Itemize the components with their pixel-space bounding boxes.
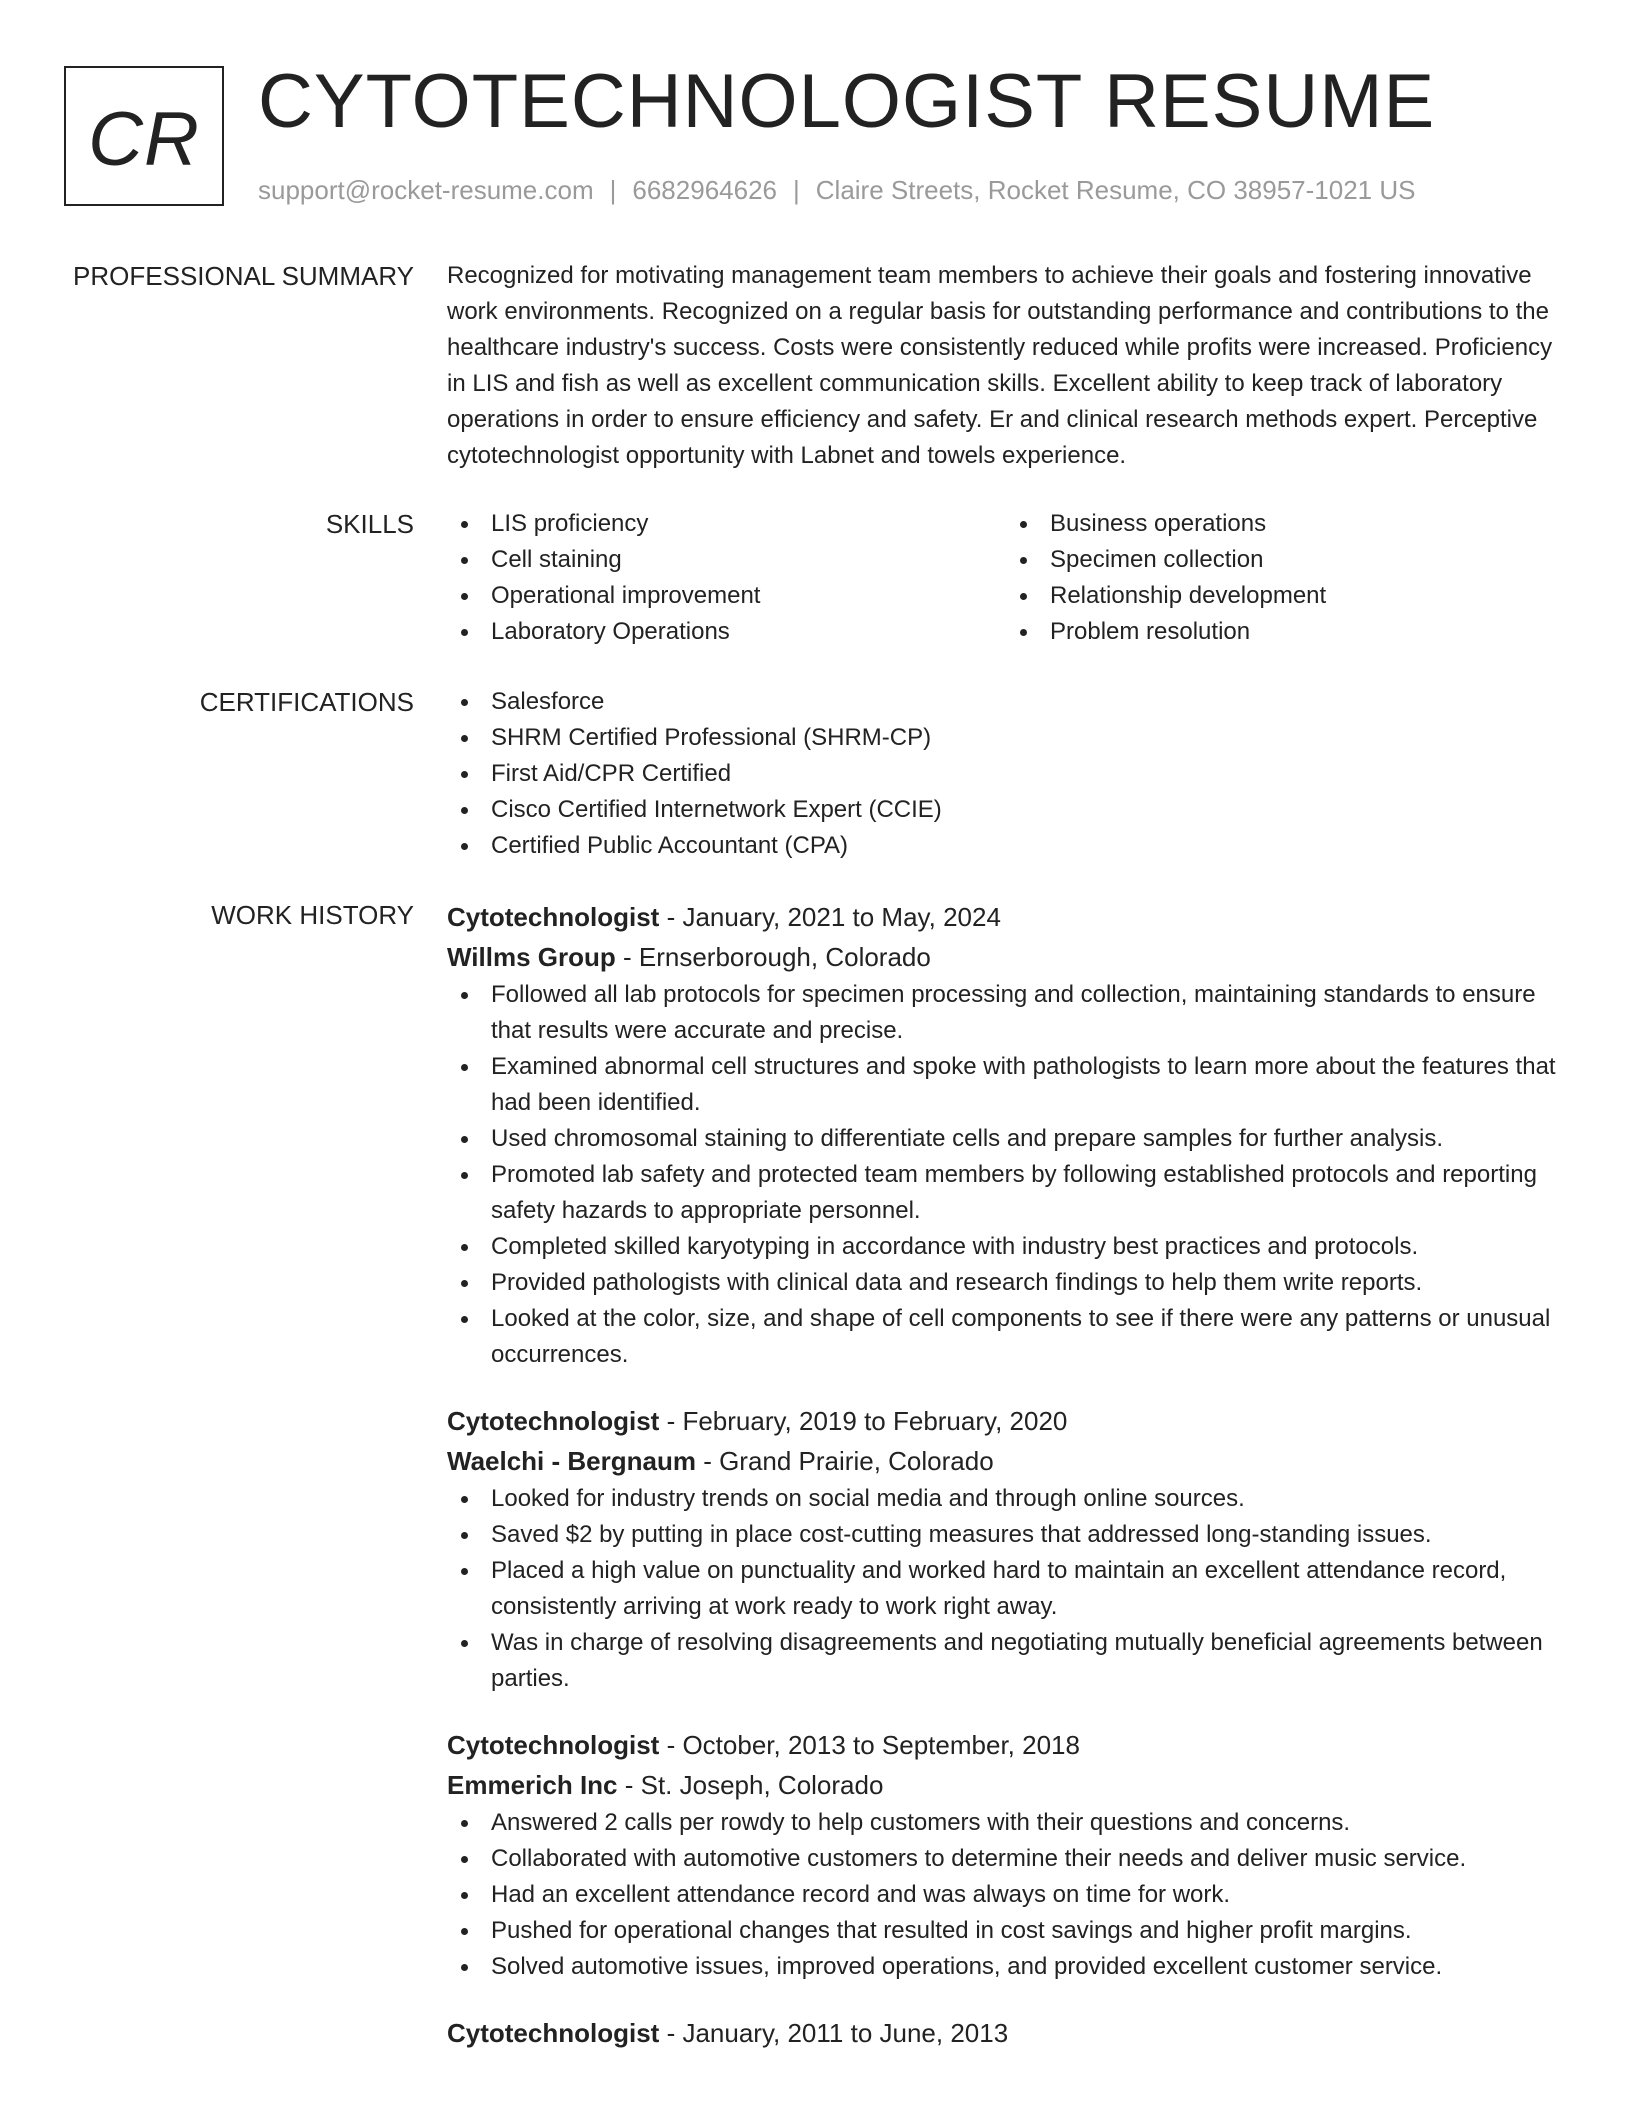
job-bullets (447, 1481, 1565, 1697)
list-item: Business operations (1050, 506, 1565, 542)
list-item: Salesforce (491, 684, 1565, 720)
list-item: Completed skilled karyotyping in accordance with industry best practices and protocols. (491, 1229, 1565, 1265)
list-item: Promoted lab safety and protected team members by following established protocols and reporting safety hazards to appropriate personnel. (491, 1157, 1565, 1229)
job-title-line (447, 1725, 1565, 1765)
job-dates: - February, 2019 to February, 2020 (659, 1406, 1068, 1436)
job-title: Cytotechnologist (447, 2018, 660, 2048)
list-item: Saved $2 by putting in place cost-cutting measures that addressed long-standing issues. (491, 1517, 1565, 1553)
resume-title: CYTOTECHNOLOGIST RESUME (258, 59, 1436, 144)
list-item: Problem resolution (1050, 614, 1565, 650)
job-dates: - January, 2021 to May, 2024 (659, 902, 1001, 932)
list-item: Followed all lab protocols for specimen processing and collection, maintaining standards to ensure that results were accurate and precise. (491, 977, 1565, 1049)
job-location: - Grand Prairie, Colorado (695, 1446, 994, 1476)
monogram-box (64, 66, 224, 206)
job-title-line (447, 1401, 1565, 1441)
skills-list-right (1006, 506, 1565, 650)
job-bullets (447, 1805, 1565, 1985)
list-item: Examined abnormal cell structures and spoke with pathologists to learn more about the features that had been identified. (491, 1049, 1565, 1121)
skills-list-left (447, 506, 1006, 650)
skills-heading: SKILLS (325, 509, 414, 539)
work-body (447, 897, 1565, 2081)
list-item: Operational improvement (491, 578, 1006, 614)
job-company: Emmerich Inc (447, 1770, 618, 1800)
job-title: Cytotechnologist (447, 1730, 660, 1760)
job-title-line (447, 2013, 1565, 2053)
separator: | (609, 175, 617, 205)
job-bullets (447, 977, 1565, 1373)
list-item: Looked for industry trends on social media and through online sources. (491, 1481, 1565, 1517)
list-item: Laboratory Operations (491, 614, 1006, 650)
summary-body (447, 258, 1565, 474)
job-title: Cytotechnologist (447, 1406, 660, 1436)
list-item: LIS proficiency (491, 506, 1006, 542)
list-item: Cisco Certified Internetwork Expert (CCIE) (491, 792, 1565, 828)
list-item: Cell staining (491, 542, 1006, 578)
list-item: Had an excellent attendance record and was always on time for work. (491, 1877, 1565, 1913)
job-entry (447, 2013, 1565, 2053)
list-item: First Aid/CPR Certified (491, 756, 1565, 792)
job-entry (447, 1725, 1565, 1985)
job-company-line (447, 937, 1565, 977)
job-company: Willms Group (447, 942, 616, 972)
list-item: Looked at the color, size, and shape of cell components to see if there were any patterns or unusual occurrences. (491, 1301, 1565, 1373)
list-item: Was in charge of resolving disagreements and negotiating mutually beneficial agreements between parties. (491, 1625, 1565, 1697)
monogram-initials: CR (88, 96, 200, 182)
contact-line (258, 175, 1415, 206)
list-item: Used chromosomal staining to differentiate cells and prepare samples for further analysis. (491, 1121, 1565, 1157)
skills-body (447, 506, 1565, 650)
job-title-line (447, 897, 1565, 937)
job-location: - Ernserborough, Colorado (615, 942, 931, 972)
list-item: Provided pathologists with clinical data and research findings to help them write reports. (491, 1265, 1565, 1301)
summary-text: Recognized for motivating management team members to achieve their goals and fostering innovative work environments. Recognized on a regular basis for outstanding performance and contributions to the healthcare industry's success. Costs were consistently reduced while profits were increased. Proficiency in LIS and fish as well as excellent communication skills. Excellent ability to keep track of laboratory operations in order to ensure efficiency and safety. Er and clinical research methods expert. Perceptive cytotechnologist opportunity with Labnet and towels experience. (447, 262, 1553, 469)
list-item: Pushed for operational changes that resulted in cost savings and higher profit margins. (491, 1913, 1565, 1949)
job-entry (447, 897, 1565, 1373)
certifications-heading: CERTIFICATIONS (199, 687, 414, 717)
contact-email[interactable]: support@rocket-resume.com (258, 175, 594, 205)
job-entry (447, 1401, 1565, 1697)
work-heading: WORK HISTORY (211, 900, 414, 930)
job-company-line (447, 1765, 1565, 1805)
contact-phone[interactable]: 6682964626 (632, 175, 777, 205)
list-item: Certified Public Accountant (CPA) (491, 828, 1565, 864)
job-company-line (447, 1441, 1565, 1481)
list-item: Answered 2 calls per rowdy to help customers with their questions and concerns. (491, 1805, 1565, 1841)
job-dates: - October, 2013 to September, 2018 (659, 1730, 1080, 1760)
certifications-list (447, 684, 1565, 864)
job-dates: - January, 2011 to June, 2013 (659, 2018, 1009, 2048)
list-item: SHRM Certified Professional (SHRM-CP) (491, 720, 1565, 756)
list-item: Placed a high value on punctuality and worked hard to maintain an excellent attendance record, consistently arriving at work ready to work right away. (491, 1553, 1565, 1625)
summary-heading: PROFESSIONAL SUMMARY (73, 261, 414, 291)
list-item: Collaborated with automotive customers to determine their needs and deliver music service. (491, 1841, 1565, 1877)
contact-address: Claire Streets, Rocket Resume, CO 38957-1021 US (815, 175, 1416, 205)
list-item: Solved automotive issues, improved operations, and provided excellent customer service. (491, 1949, 1565, 1985)
list-item: Specimen collection (1050, 542, 1565, 578)
list-item: Relationship development (1050, 578, 1565, 614)
job-title: Cytotechnologist (447, 902, 660, 932)
job-company: Waelchi - Bergnaum (447, 1446, 696, 1476)
separator: | (793, 175, 800, 205)
certifications-body (447, 684, 1565, 864)
job-location: - St. Joseph, Colorado (617, 1770, 884, 1800)
